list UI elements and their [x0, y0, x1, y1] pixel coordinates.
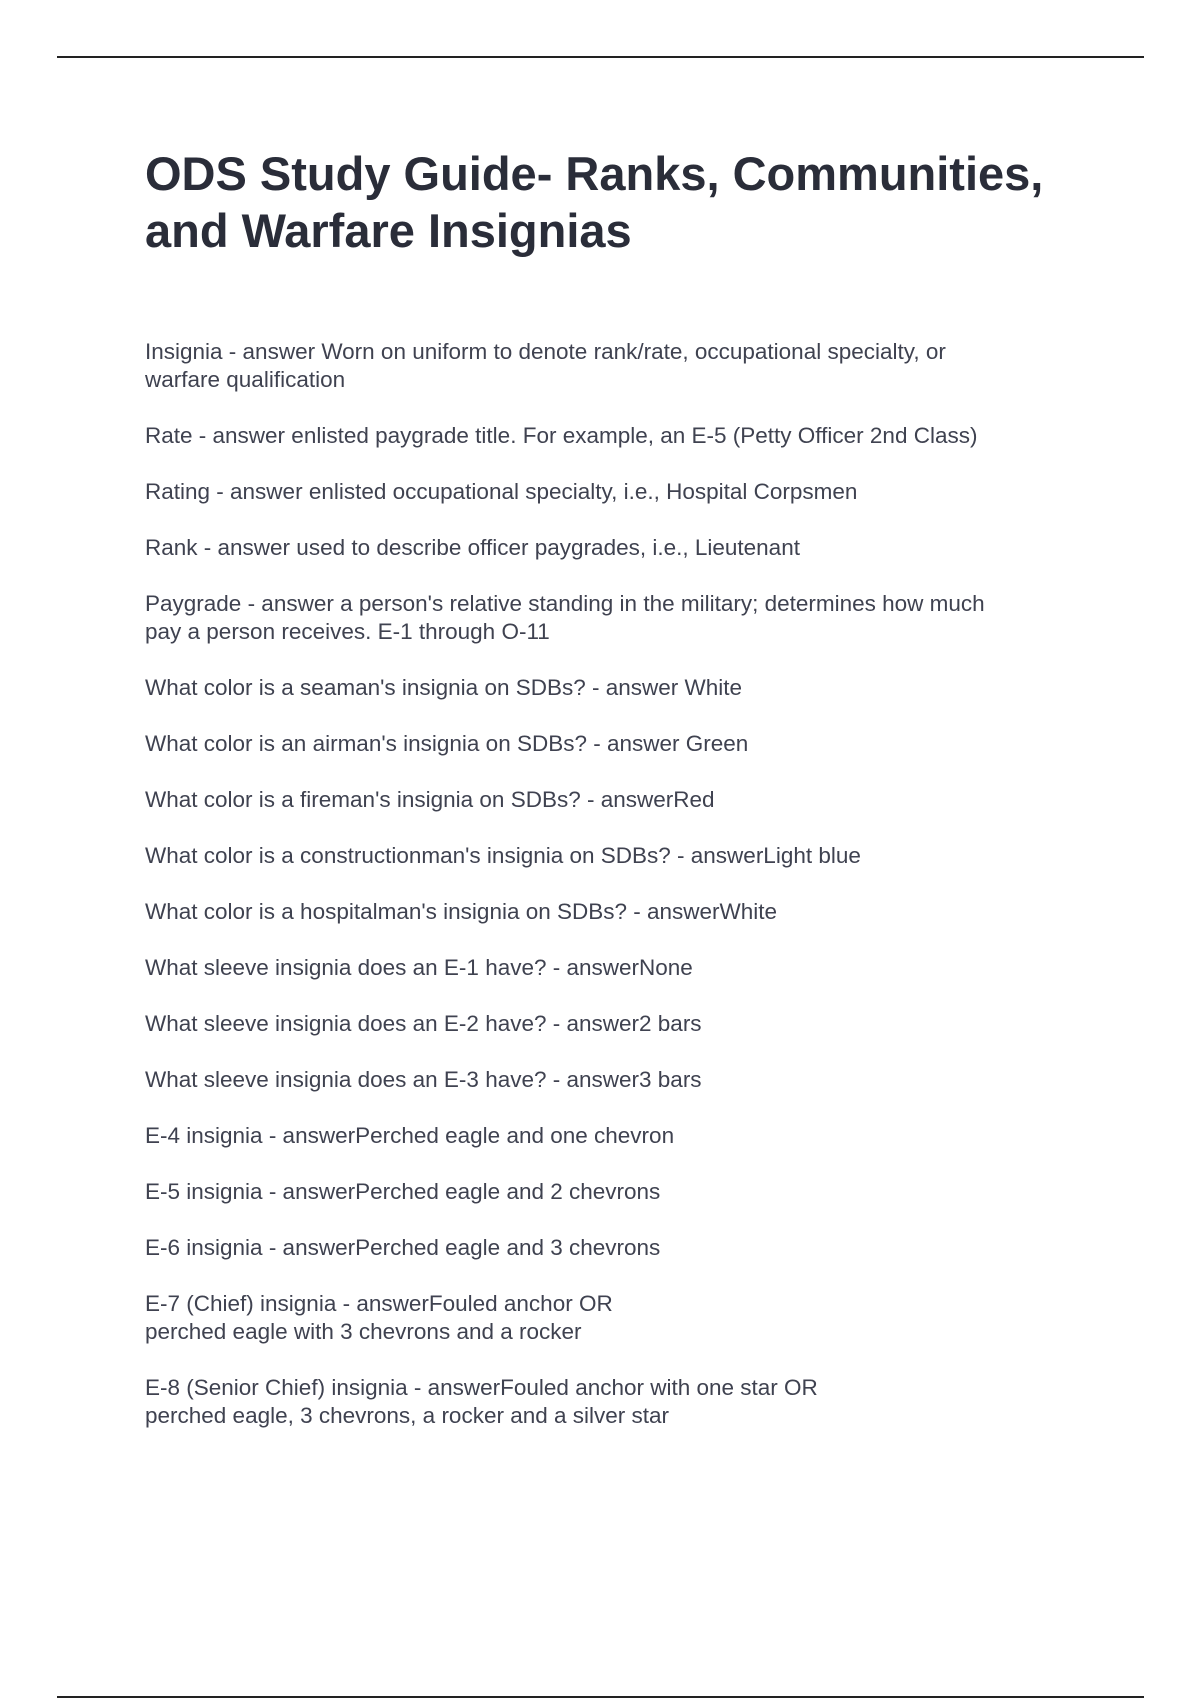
- qa-item: [145, 1290, 1065, 1346]
- qa-item-text: Insignia - answer Worn on uniform to denote rank/rate, occupational specialty, or warfare qualification: [145, 339, 946, 392]
- qa-item: [145, 534, 1065, 562]
- qa-list: [145, 338, 1065, 1458]
- qa-item-text: What sleeve insignia does an E-2 have? - answer2 bars: [145, 1011, 702, 1036]
- qa-item-text: What color is a seaman's insignia on SDBs? - answer White: [145, 675, 743, 700]
- qa-item-text: What color is an airman's insignia on SDBs? - answer Green: [145, 731, 749, 756]
- qa-item: [145, 786, 1065, 814]
- qa-item-text: Rank - answer used to describe officer paygrades, i.e., Lieutenant: [145, 535, 800, 560]
- qa-item: [145, 1234, 1065, 1262]
- qa-item: [145, 478, 1065, 506]
- qa-item: [145, 954, 1065, 982]
- qa-item-text: E-6 insignia - answerPerched eagle and 3 chevrons: [145, 1235, 661, 1260]
- qa-item-text: What color is a constructionman's insignia on SDBs? - answerLight blue: [145, 843, 861, 868]
- qa-item: [145, 1010, 1065, 1038]
- qa-item-text: Paygrade - answer a person's relative standing in the military; determines how much pay a person receives. E-1 through O-11: [145, 591, 985, 644]
- qa-item: [145, 1122, 1065, 1150]
- page-title: ODS Study Guide- Ranks, Communities, and Warfare Insignias: [145, 147, 1044, 257]
- qa-item-text: What sleeve insignia does an E-1 have? - answerNone: [145, 955, 693, 980]
- qa-item: [145, 842, 1065, 870]
- qa-item-text: What sleeve insignia does an E-3 have? - answer3 bars: [145, 1067, 702, 1092]
- qa-item: [145, 338, 1065, 394]
- qa-item-text: E-4 insignia - answerPerched eagle and one chevron: [145, 1123, 675, 1148]
- qa-item: [145, 730, 1065, 758]
- qa-item: [145, 1178, 1065, 1206]
- qa-item-text: What color is a fireman's insignia on SDBs? - answerRed: [145, 787, 715, 812]
- qa-item: [145, 422, 1065, 450]
- qa-item-text: Rating - answer enlisted occupational specialty, i.e., Hospital Corpsmen: [145, 479, 858, 504]
- top-rule: [57, 56, 1144, 58]
- bottom-rule: [57, 1696, 1144, 1698]
- qa-item-text: What color is a hospitalman's insignia on SDBs? - answerWhite: [145, 899, 778, 924]
- qa-item: [145, 674, 1065, 702]
- qa-item-text: Rate - answer enlisted paygrade title. For example, an E-5 (Petty Officer 2nd Class): [145, 423, 978, 448]
- qa-item-text: E-8 (Senior Chief) insignia - answerFouled anchor with one star OR perched eagle, 3 chevrons, a rocker and a silver star: [145, 1375, 818, 1428]
- qa-item: [145, 1066, 1065, 1094]
- qa-item-text: E-5 insignia - answerPerched eagle and 2 chevrons: [145, 1179, 661, 1204]
- qa-item-text: E-7 (Chief) insignia - answerFouled anchor OR perched eagle with 3 chevrons and a rocker: [145, 1291, 613, 1344]
- qa-item: [145, 590, 1065, 646]
- qa-item: [145, 898, 1065, 926]
- qa-item: [145, 1374, 1065, 1430]
